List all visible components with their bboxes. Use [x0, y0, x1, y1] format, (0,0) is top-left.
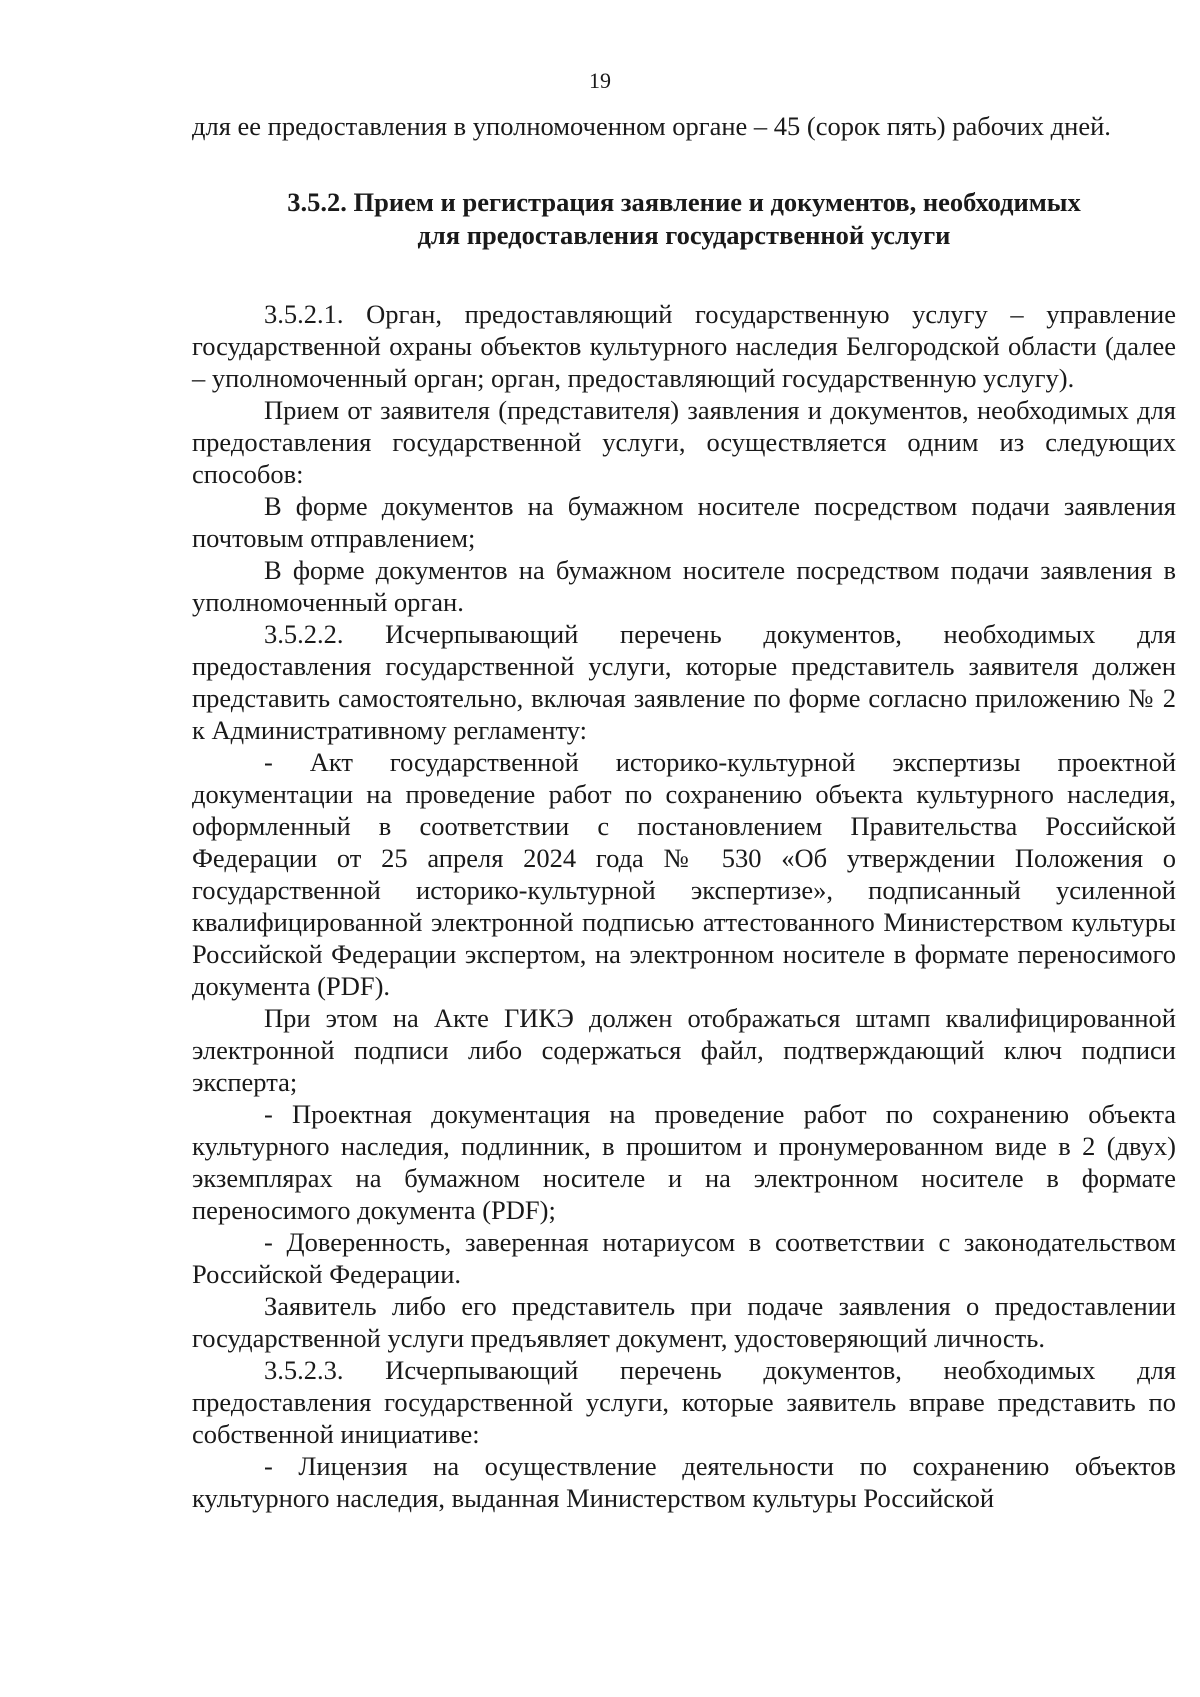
paragraph-method-postal: В форме документов на бумажном носителе посредством подачи заявления почтовым отправлением;: [192, 491, 1176, 553]
page-number: 19: [589, 68, 611, 93]
section-heading-line-2: для предоставления государственной услуги: [417, 220, 951, 250]
paragraph-method-in-person: В форме документов на бумажном носителе посредством подачи заявления в уполномоченный орган.: [192, 555, 1176, 617]
paragraph-reception-methods: Прием от заявителя (представителя) заявления и документов, необходимых для предоставления государственной услуги, осуществляется одним из следующих способов:: [192, 395, 1176, 489]
list-item-gike-act: - Акт государственной историко-культурной экспертизы проектной документации на проведение работ по сохранению объекта культурного наследия, оформленный в соответствии с постановлением Правительства Российской Федерации от 25 апреля 2024 года № 530 «Об утверждении Положения о государственной историко-культурной экспертизе», подписанный усиленной квалифицированной электронной подписью аттестованного Министерством культуры Российской Федерации экспертом, на электронном носителе в формате переносимого документа (PDF).: [192, 747, 1176, 1001]
list-item-license: - Лицензия на осуществление деятельности по сохранению объектов культурного наследия, выданная Министерством культуры Российской: [192, 1451, 1176, 1513]
paragraph-identity-document: Заявитель либо его представитель при подаче заявления о предоставлении государственной услуги предъявляет документ, удостоверяющий личность.: [192, 1291, 1176, 1353]
section-heading: [192, 186, 1176, 252]
paragraph-3-5-2-2: 3.5.2.2. Исчерпывающий перечень документов, необходимых для предоставления государственной услуги, которые представитель заявителя должен представить самостоятельно, включая заявление по форме согласно приложению № 2 к Административному регламенту:: [192, 619, 1176, 745]
continuation-paragraph: для ее предоставления в уполномоченном органе – 45 (сорок пять) рабочих дней.: [192, 111, 1111, 141]
paragraph-3-5-2-1: 3.5.2.1. Орган, предоставляющий государственную услугу – управление государственной охраны объектов культурного наследия Белгородской области (далее – уполномоченный орган; орган, предоставляющий государственную услугу).: [192, 299, 1176, 393]
paragraph-gike-stamp: При этом на Акте ГИКЭ должен отображаться штамп квалифицированной электронной подписи либо содержаться файл, подтверждающий ключ подписи эксперта;: [192, 1003, 1176, 1097]
section-heading-line-1: 3.5.2. Прием и регистрация заявление и документов, необходимых: [287, 187, 1081, 217]
list-item-power-of-attorney: - Доверенность, заверенная нотариусом в соответствии с законодательством Российской Федерации.: [192, 1227, 1176, 1289]
document-body: [192, 110, 1176, 1514]
list-item-project-documentation: - Проектная документация на проведение работ по сохранению объекта культурного наследия, подлинник, в прошитом и пронумерованном виде в 2 (двух) экземплярах на бумажном носителе и на электронном носителе в формате переносимого документа (PDF);: [192, 1099, 1176, 1225]
paragraph-3-5-2-3: 3.5.2.3. Исчерпывающий перечень документов, необходимых для предоставления государственной услуги, которые заявитель вправе представить по собственной инициативе:: [192, 1355, 1176, 1449]
